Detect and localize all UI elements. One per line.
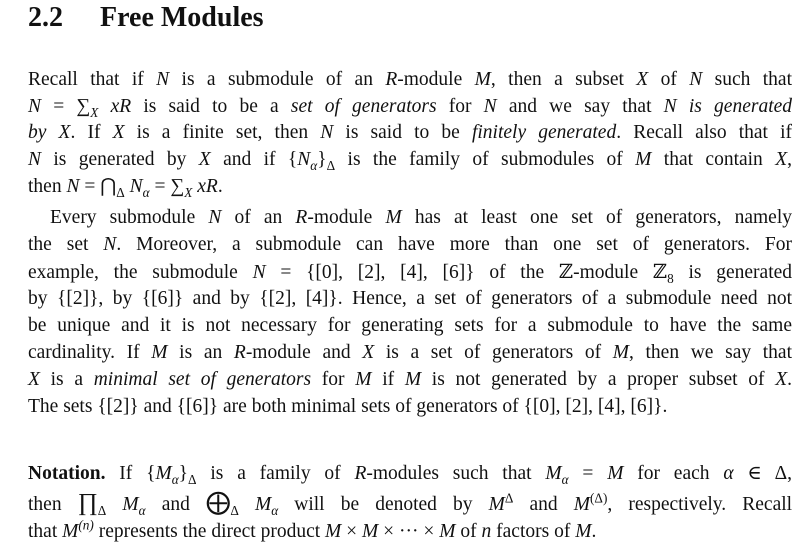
term-set-of-generators: set of generators xyxy=(290,96,437,117)
section-heading xyxy=(28,2,264,34)
para1-line4: N is generated by X and if $\{N_\alpha\}_\Delta$ is the family of submodules of M that contain X, xyxy=(28,149,792,173)
notation-line1: Notation. If $\{M_\alpha\}_\Delta$ is a family of R-modules such that $M_\alpha = M$ for each α ∈ Δ, xyxy=(28,463,792,487)
section-number: 2.2 xyxy=(28,2,63,33)
para2-line6: cardinality. If M is an R-module and X is a set of generators of M, then we say that xyxy=(28,342,792,363)
para2-line4: by {[2]}, by {[6]} and by {[2], [4]}. Hence, a set of generators of a submodule need not xyxy=(28,288,792,309)
para1-line2: $N = \sum_X$ xR is said to be a set of generators for N and we say that N is generated xyxy=(28,96,793,120)
para2-line8: The sets {[2]} and {[6]} are both minimal sets of generators of {[0], [2], [4], [6]}. xyxy=(28,396,668,417)
notation-line3: that $M^{(n)}$ represents the direct product M × M × ··· × M of n factors of M. xyxy=(28,517,597,542)
para2-line2: the set N. Moreover, a submodule can have more than one set of generators. For xyxy=(28,234,792,255)
para1-line5: then $N = ⋂_\Delta$ $N_\alpha = \sum_X$ xR. xyxy=(28,176,223,200)
notation-label: Notation. xyxy=(28,463,106,484)
term-minimal-set-of-generators: minimal set of generators xyxy=(93,369,312,390)
para1-line3: by X. If X is a finite set, then N is said to be finitely generated. Recall also that if xyxy=(28,122,793,143)
para2-line7: X is a minimal set of generators for M if M is not generated by a proper subset of X. xyxy=(28,369,792,390)
notation-line2: then $\prod_\Delta$ $M_\alpha$ and $⨁_\Delta$ $M_\alpha$ will be denoted by $M^\Delta$ and $M^{(\Delta)}$, respectively. Recall xyxy=(28,489,793,518)
term-finitely-generated: finitely generated xyxy=(471,122,617,143)
para2-line5: be unique and it is not necessary for generating sets for a submodule to have the same xyxy=(28,315,792,336)
section-title: Free Modules xyxy=(100,2,264,33)
para1-line1: Recall that if N is a submodule of an R-module M, then a subset X of N such that xyxy=(28,69,793,90)
para2-line1: Every submodule N of an R-module M has at least one set of generators, namely xyxy=(50,207,793,228)
para2-line3: example, the submodule N = {[0], [2], [4], [6]} of the ℤ-module ℤ$_8$ is generated xyxy=(28,260,793,286)
